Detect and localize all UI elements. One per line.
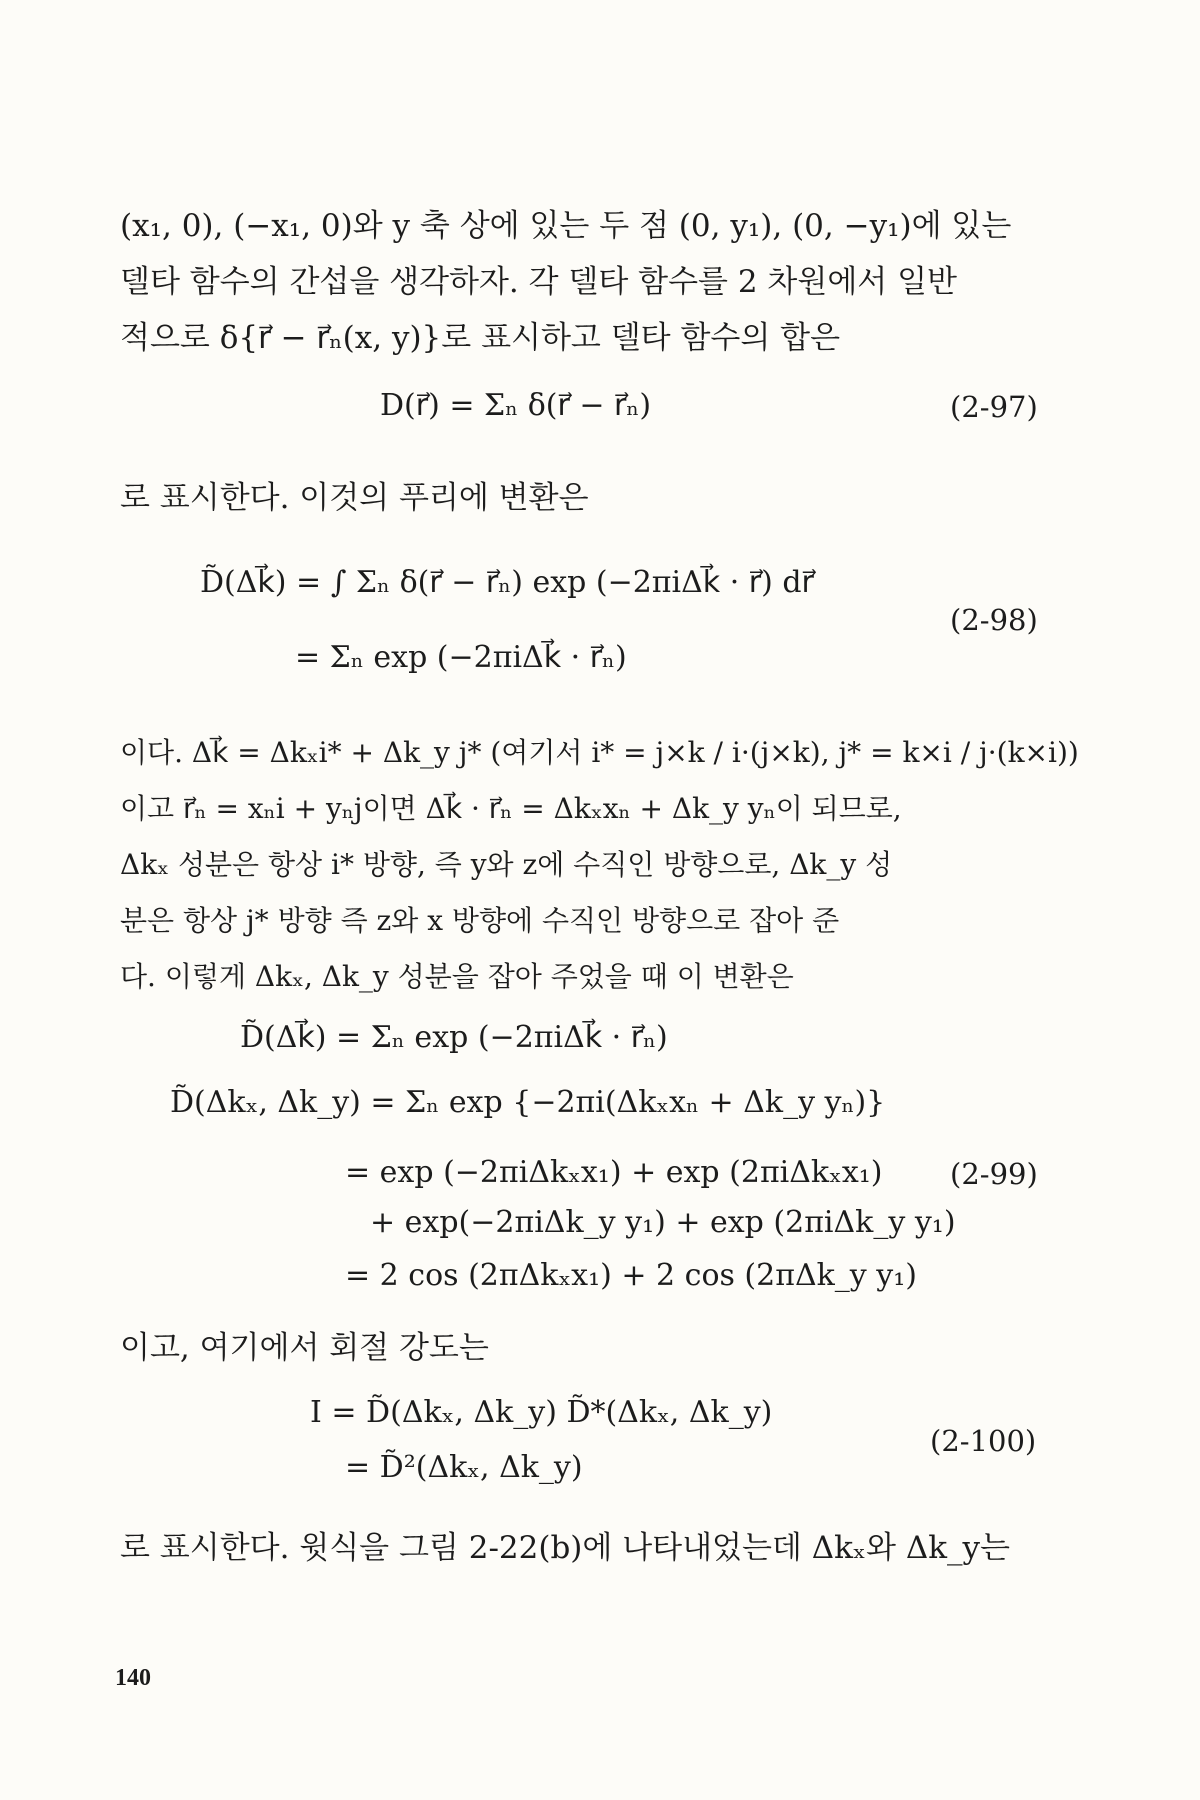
paragraph-fourier [120, 470, 1040, 526]
equation-2-99-line1: D̃(Δk⃗) = Σₙ exp (−2πiΔk⃗ · r⃗ₙ) [240, 1020, 668, 1055]
text-line: (x₁, 0), (−x₁, 0)와 y 축 상에 있는 두 점 (0, y₁), (0, −y₁)에 있는 [120, 208, 1012, 244]
equation-number: (2-99) [950, 1157, 1038, 1191]
equation-number: (2-100) [930, 1424, 1037, 1458]
paragraph-vectors [120, 725, 1079, 1005]
paragraph-figure-ref [120, 1520, 1040, 1576]
text-line: 델타 함수의 간섭을 생각하자. 각 델타 함수를 2 차원에서 일반 [120, 264, 957, 300]
equation-number: (2-97) [950, 390, 1038, 424]
equation-2-99-line4: + exp(−2πiΔk_y y₁) + exp (2πiΔk_y y₁) [370, 1205, 956, 1240]
text-line: Δkₓ 성분은 항상 i* 방향, 즉 y와 z에 수직인 방향으로, Δk_y 성 [120, 848, 893, 881]
paragraph-intro [120, 198, 1040, 366]
text-line: 다. 이렇게 Δkₓ, Δk_y 성분을 잡아 주었을 때 이 변환은 [120, 960, 794, 993]
equation-2-99-line3: = exp (−2πiΔkₓx₁) + exp (2πiΔkₓx₁) [345, 1155, 883, 1190]
page-number: 140 [115, 1665, 151, 1691]
equation-2-97: D(r⃗) = Σₙ δ(r⃗ − r⃗ₙ) [380, 388, 652, 423]
equation-2-99-line5: = 2 cos (2πΔkₓx₁) + 2 cos (2πΔk_y y₁) [345, 1258, 917, 1293]
text-line: 이고 r⃗ₙ = xₙi + yₙj이면 Δk⃗ · r⃗ₙ = Δkₓxₙ + Δk_y yₙ이 되므로, [120, 792, 902, 825]
text-line: 로 표시한다. 윗식을 그림 2-22(b)에 나타내었는데 Δkₓ와 Δk_y는 [120, 1530, 1010, 1566]
equation-2-98-line2: = Σₙ exp (−2πiΔk⃗ · r⃗ₙ) [295, 640, 627, 675]
equation-number: (2-98) [950, 603, 1038, 637]
text-line: 이고, 여기에서 회절 강도는 [120, 1330, 489, 1366]
equation-2-100-line1: I = D̃(Δkₓ, Δk_y) D̃*(Δkₓ, Δk_y) [310, 1395, 773, 1430]
text-line: 로 표시한다. 이것의 푸리에 변환은 [120, 480, 589, 516]
text-line: 분은 항상 j* 방향 즉 z와 x 방향에 수직인 방향으로 잡아 준 [120, 904, 840, 937]
text-line: 이다. Δk⃗ = Δkₓi* + Δk_y j* (여기서 i* = j×k / i·(j×k), j* = k×i / j·(k×i)) [120, 736, 1079, 769]
paragraph-intensity [120, 1320, 1040, 1376]
equation-2-99-line2: D̃(Δkₓ, Δk_y) = Σₙ exp {−2πi(Δkₓxₙ + Δk_y yₙ)} [170, 1085, 886, 1120]
text-line: 적으로 δ{r⃗ − r⃗ₙ(x, y)}로 표시하고 델타 함수의 합은 [120, 320, 841, 356]
equation-2-98-line1: D̃(Δk⃗) = ∫ Σₙ δ(r⃗ − r⃗ₙ) exp (−2πiΔk⃗ · r⃗) dr⃗ [200, 565, 814, 600]
equation-2-100-line2: = D̃²(Δkₓ, Δk_y) [345, 1450, 583, 1485]
